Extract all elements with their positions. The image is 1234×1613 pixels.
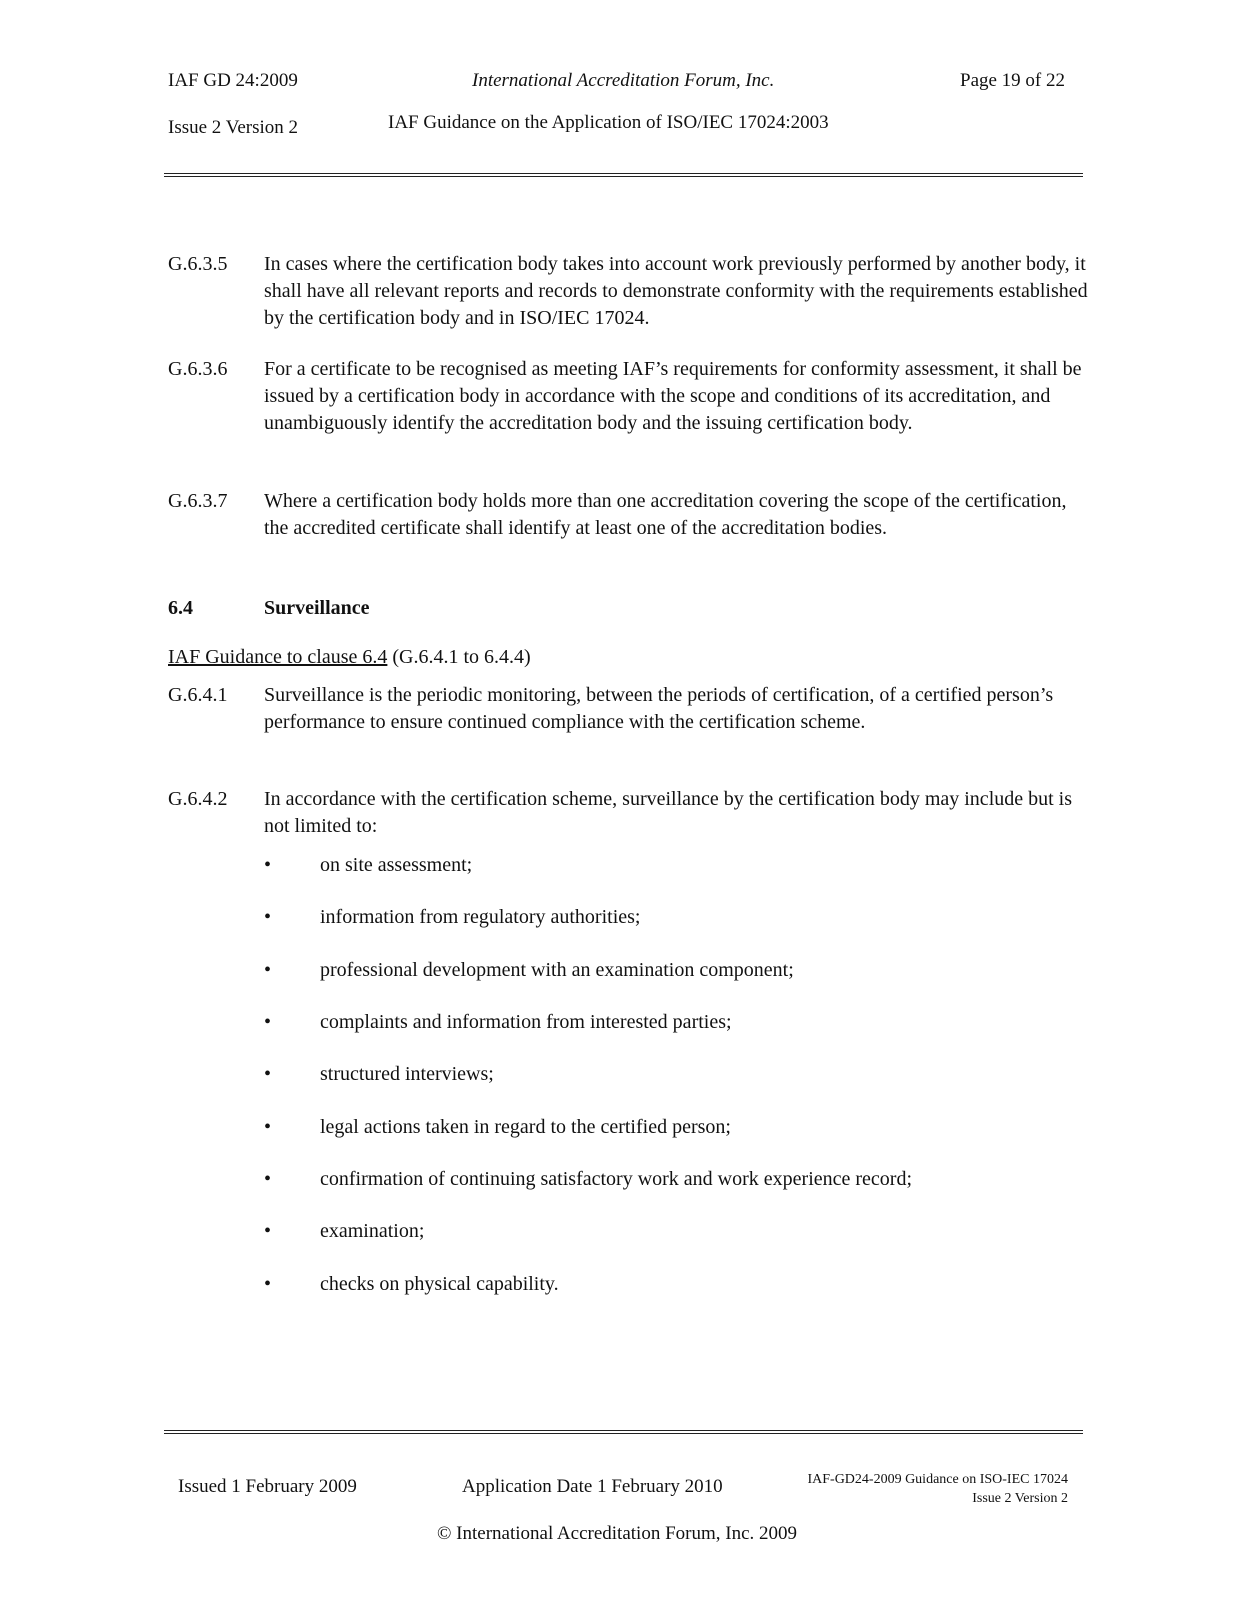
- bullet-icon: •: [264, 1220, 272, 1242]
- bullet-icon: •: [264, 854, 272, 876]
- footer-ref-line2: Issue 2 Version 2: [972, 1491, 1068, 1506]
- header-doc-id: IAF GD 24:2009: [168, 70, 298, 91]
- header-page-number: Page 19 of 22: [960, 70, 1066, 91]
- clause-g641: [168, 682, 1088, 736]
- clause-text: Surveillance is the periodic monitoring, between the periods of certification, of a certified person’s performance to ensure continued compliance with the certification scheme.: [264, 684, 1054, 733]
- bullet-icon: •: [264, 906, 272, 928]
- header-rule-top: [164, 173, 1083, 174]
- header-org: International Accreditation Forum, Inc.: [472, 70, 775, 91]
- footer-ref-line1: IAF-GD24-2009 Guidance on ISO-IEC 17024: [807, 1472, 1068, 1487]
- guidance-line: [168, 646, 531, 669]
- guidance-link[interactable]: IAF Guidance to clause 6.4: [168, 646, 388, 668]
- bullet-icon: •: [264, 1116, 272, 1138]
- clause-number: G.6.4.1: [168, 684, 228, 706]
- clause-text: For a certificate to be recognised as meeting IAF’s requirements for conformity assessment, it shall be issued by a certification body in accordance with the scope and conditions of its accreditation, and unambiguously identify the accreditation body and the issuing certification body.: [264, 358, 1082, 434]
- clause-g635: [168, 251, 1088, 332]
- footer-copyright: © International Accreditation Forum, Inc. 2009: [436, 1523, 798, 1544]
- clause-text: Where a certification body holds more than one accreditation covering the scope of the certification, the accredited certificate shall identify at least one of the accreditation bodies.: [264, 490, 1067, 539]
- section-number: 6.4: [168, 597, 193, 619]
- header-title: IAF Guidance on the Application of ISO/IEC 17024:2003: [388, 112, 829, 133]
- clause-g637: [168, 488, 1088, 542]
- document-page: IAF GD 24:2009 International Accreditation Forum, Inc. Page 19 of 22 Issue 2 Version 2 IAF Guidance on the Application of ISO/IEC 17024:2003 G.6.3.5 In cases where the certification body takes into account work previously performed by another body, it shall have all relevant reports and records to demonstrate conformity with the requirements established by the certification body and in ISO/IEC 17024. G.6.3.6 For a certificate to be recognised as meeting IAF’s requirements for conformity assessment, it shall be issued by a certification body in accordance with the scope and conditions of its accreditation, and unambiguously identify the accreditation body and the issuing certification body. G.6.3.7 Where a certification body holds more than one accreditation covering the scope of the certification, the accredited certificate shall identify at least one of the accreditation bodies. 6.4 Surveillance IAF Guidance to clause 6.4 (G.6.4.1 to 6.4.4) G.6.4.1 Surveillance is the periodic monitoring, between the periods of certification, of a certified person’s performance to ensure continued compliance with the certification scheme. G.6.4.2 In accordance with the certification scheme, surveillance by the certification body may include but is not limited to: • on site assessment; • information from regulatory authorities; • professional development with an examination component; • complaints and information from interested parties; • structured interviews; • legal actions taken in regard to the certified person; • confirmation of continuing satisfactory work and work experience record; • examination; • checks on physical capability. Issued 1 February 2009 Application Date 1 February 2010 IAF-GD24-2009 Guidance on ISO-IEC 17024 Issue 2 Version 2 © International Accreditation Forum, Inc. 2009: [0, 0, 1234, 1613]
- footer-application-date: Application Date 1 February 2010: [462, 1476, 723, 1497]
- bullet-icon: •: [264, 1011, 272, 1033]
- footer-issued: Issued 1 February 2009: [178, 1476, 357, 1497]
- bullet-icon: •: [264, 1063, 272, 1085]
- section-title: Surveillance: [264, 597, 370, 619]
- clause-number: G.6.3.6: [168, 358, 228, 380]
- clause-number: G.6.3.5: [168, 253, 228, 275]
- bullet-icon: •: [264, 959, 272, 981]
- clause-text: In cases where the certification body takes into account work previously performed by another body, it shall have all relevant reports and records to demonstrate conformity with the requirements established by the certification body and in ISO/IEC 17024.: [264, 253, 1088, 329]
- clause-g636: [168, 356, 1088, 437]
- clause-g642: [168, 786, 1088, 840]
- clause-number: G.6.3.7: [168, 490, 228, 512]
- footer-rule-bottom: [164, 1433, 1083, 1434]
- bullet-icon: •: [264, 1273, 272, 1295]
- bullet-icon: •: [264, 1168, 272, 1190]
- header-issue: Issue 2 Version 2: [168, 117, 299, 138]
- clause-text: In accordance with the certification scheme, surveillance by the certification body may include but is not limited to:: [264, 788, 1073, 837]
- footer-rule-top: [164, 1430, 1083, 1431]
- footer-reference: [778, 1470, 1068, 1508]
- header-rule-bottom: [164, 176, 1083, 177]
- clause-number: G.6.4.2: [168, 788, 228, 810]
- guidance-range: (G.6.4.1 to 6.4.4): [392, 646, 531, 668]
